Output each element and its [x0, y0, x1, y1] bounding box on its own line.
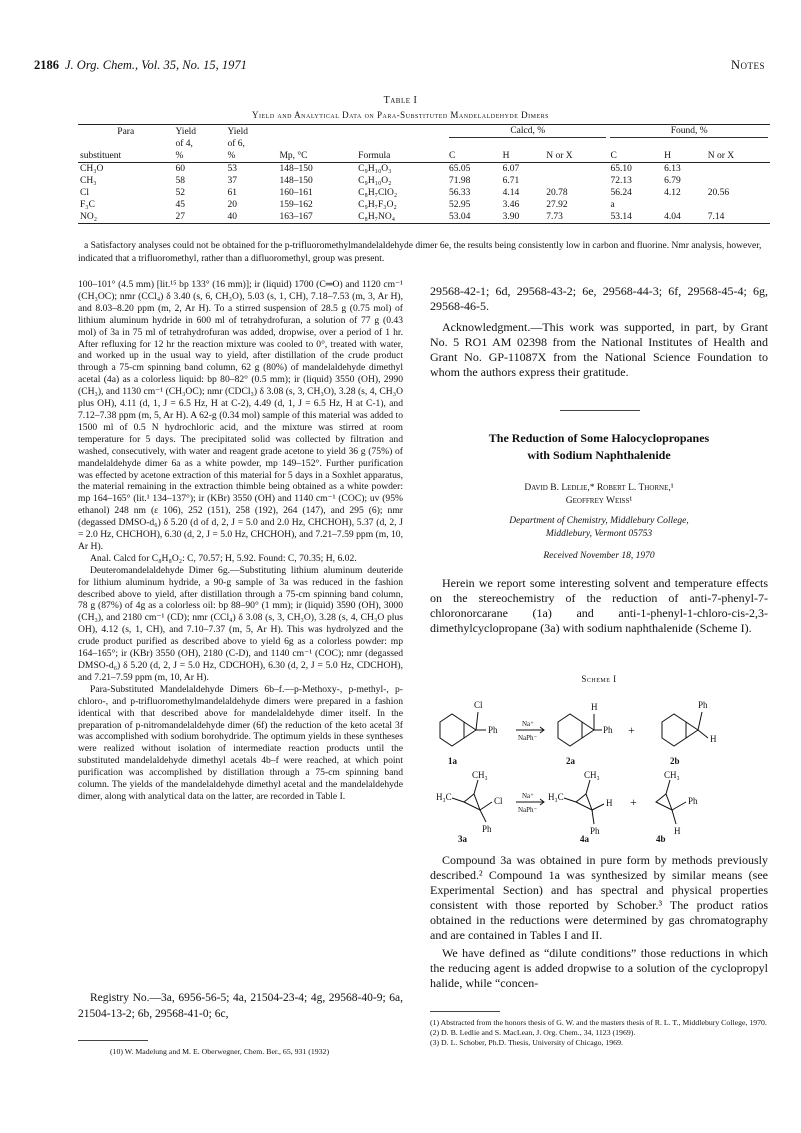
right-footnotes: [430, 1018, 768, 1048]
paragraph: Compound 3a was obtained in pure form by methods previously described.² Compound 1a was synthesized by similar means (see Experimental Section) and has spectral and physical properties consistent with those reported by Schober.³ The product ratios obtained in the reductions were determined by gas chromatography and are contained in Tables I and II.: [430, 853, 768, 942]
header-cell: C: [608, 150, 662, 163]
table-cell: 4.14: [502, 188, 520, 198]
table-cell: 3.46: [502, 200, 520, 210]
table-cell: 52: [175, 188, 185, 198]
header-cell: substituent: [78, 150, 173, 163]
header-cell: of 4,: [175, 139, 193, 149]
header-cell: Para: [78, 125, 173, 139]
paragraph: Anal. Calcd for C₈H₈O₂: C, 70.57; H, 5.92. Found: C, 70.35; H, 6.02.: [90, 552, 357, 564]
table-caption: Yield and Analytical Data on Para-Substituted Mandelaldehyde Dimers: [252, 110, 549, 120]
label-h3c: H₃C: [436, 792, 452, 802]
table-footnote: a Satisfactory analyses could not be obtained for the p-trifluoromethylmandelaldehyde dimer 6e, the results being consistently low in carbon and fluorine. Nmr analysis, however, indicated that a trifluoromethyl, rather than a difluoromethyl, group was present.: [78, 241, 762, 264]
table-cell: [544, 175, 608, 187]
left-column: [78, 279, 403, 803]
header-cell: of 6,: [227, 139, 245, 149]
scheme-title: Scheme I: [581, 674, 617, 684]
right-column: [430, 284, 768, 379]
author-line: David B. Ledlie,* Robert L. Thorne,¹: [524, 483, 674, 493]
table-cell: 27.92: [546, 200, 568, 210]
table-title: Table I: [383, 95, 418, 106]
label-ph: Ph: [590, 826, 600, 836]
compound-label: 3a: [458, 834, 467, 842]
table-cell: [662, 199, 706, 211]
header-cell: N or X: [544, 150, 608, 163]
plus-sign: +: [628, 723, 635, 737]
table-cell: NO₂: [78, 211, 173, 224]
table-cell: 4.12: [664, 188, 681, 198]
reaction-scheme: [430, 682, 768, 842]
table-cell: 6.79: [664, 176, 681, 186]
label-h: H: [591, 702, 598, 712]
table-cell: 37: [227, 176, 237, 186]
article-title: [430, 430, 768, 464]
label-ph: Ph: [482, 824, 492, 834]
header-cell: C: [447, 150, 501, 163]
table-cell: a: [610, 200, 615, 210]
table-cell: 4.04: [662, 211, 706, 224]
paragraph: 100–101° (4.5 mm) [lit.¹⁵ bp 133° (16 mm)]; ir (liquid) 1700 (C═O) and 1120 cm⁻¹ (CH₃OC); nmr (CCl₄) δ 3.40 (s, 6, CH₃O), 5.03 (s, 1, CH), 7.18–7.53 (m, 3, Ar H), and 8.03–8.20 ppm (m, 2, Ar H). To a stirred suspension of 28.5 g (0.75 mol) of lithium aluminum hydride in 600 ml of tetrahydrofuran, a solution of 77 g (0.43 mol) of 3a in 75 ml of tetrahydrofuran was added, dropwise, over a period of 1 hr. After refluxing for 12 hr the reaction mixture was cooled to 0°, treated with water, and worked up in the usual way to yield, after distillation of the crude product through a 75-cm spinning band column, 62 g (80%) of mandelaldehyde dimethyl acetal (4a) as a colorless liquid: bp 80–82° (0.5 mm); ir (liquid) 3550 (OH), 2990 (CH₃), and 1130 cm⁻¹ (CH₃OC); nmr (CDCl₃) δ 3.08 (s, 3, CH₃O), 3.28 (s, 4, CH₃O plus OH), 4.11 (d, 1, J = 6.5 Hz, H at C-2), 4.49 (d, 1, J = 6.5 Hz, H at C-1), and 7.12–7.38 ppm (m, 5, Ar H). A 62-g (0.34 mol) sample of this material was added to 1500 ml of 0.5 N hydrochloric acid, and the mixture was stirred at room temperature for 5 days. The precipitated solid was collected by filtration and washed, consecutively, with water and reagent grade acetone to yield 36 g (75%) of mandelaldehyde dimer 6a as a white powder, mp 149–152°. Further purification was effected by acetone extraction of this material for 5 days in a Soxhlet apparatus, the material remaining in the extraction thimble being obtained as a white powder: mp 164–165° (lit.¹ 134–137°); ir (KBr) 3550 (OH) and 1140 cm⁻¹ (COC); uv (95% ethanol) 248 nm (ε 106), 252 (151), 258 (192), 264 (147), and 295 (6); nmr (degassed DMSO-d₆) δ 5.20 (d of d, 2, J = 5.0 and 2.0 Hz, CHCHOH), 5.37 (d, 2, J = 2.0 Hz, CHCHOH), 6.30 (d, 2, J = 5.0 Hz, CHCHOH), and 7.21–7.59 ppm (m, 10, Ar H).: [78, 279, 403, 552]
label-ph: Ph: [688, 796, 698, 806]
ring-4a: [576, 794, 592, 810]
header-left: [34, 58, 247, 73]
table-cell: 27: [173, 211, 225, 224]
compound-label: 4b: [656, 834, 666, 842]
article-title-line: with Sodium Naphthalenide: [527, 448, 671, 462]
author-line: Geoffrey Weiss¹: [565, 496, 633, 506]
table-row: [78, 175, 770, 187]
running-header: [34, 58, 765, 78]
acknowledgment: Acknowledgment.—This work was supported, in part, by Grant No. 5 RO1 AM 02398 from the National Institutes of Health and Grant No. GP-11087X from the National Science Foundation to whom the authors express their gratitude.: [430, 319, 768, 379]
reagent-top: Na⁺: [522, 792, 534, 800]
table-cell: 52.95: [449, 200, 471, 210]
label-ph: Ph: [698, 700, 708, 710]
table-cell: 53.04: [447, 211, 501, 224]
affiliation-line: Middlebury, Vermont 05753: [545, 529, 653, 539]
table-cell: C₉H₁₀O₃: [358, 164, 392, 174]
plus-sign: +: [630, 795, 637, 809]
intro-block: [430, 576, 768, 636]
table-cell: CH₃O: [80, 164, 104, 174]
page-number: 2186: [34, 58, 59, 72]
label-cl: Cl: [474, 700, 483, 710]
table-cell: 6.71: [502, 176, 520, 186]
table-cell: 6.13: [664, 164, 681, 174]
compound-label: 2a: [566, 756, 575, 766]
header-cell: Yield: [225, 125, 277, 139]
table-cell: 6.07: [502, 164, 520, 174]
footnote-rule: [78, 1040, 148, 1041]
table-cell: 20: [227, 200, 237, 210]
table-cell: 148–150: [279, 164, 313, 174]
table-cell: 53.14: [608, 211, 662, 224]
table-row: [78, 199, 770, 211]
table-cell: [706, 175, 770, 187]
table-cell: 72.13: [610, 176, 632, 186]
table-cell: 3.90: [501, 211, 545, 224]
ring-4b: [656, 794, 672, 810]
label-cl: Cl: [494, 796, 503, 806]
table-cell: 40: [225, 211, 277, 224]
paragraph: Deuteromandelaldehyde Dimer 6g.—Substituting lithium aluminum deuteride for lithium aluminum hydride, a 90-g sample of 3a was reduced in the fashion described above to yield, after distillation through a 75-cm spinning band column, 78 g (87%) of 4g as a colorless oil: bp 88–90° (1 mm); ir (liquid) 3590 (OH), 3000 (CH₃), and 2180 cm⁻¹ (CD); nmr (CCl₄) δ 3.08 (s, 3, CH₃O), 3.28 (s, 4, CH₃O plus OH), 4.12 (s, 1, CH), and 7.10–7.37 (m, 5, Ar H). This was hydrolyzed and the crude product purified as described above to yield 6g as a colorless powder: mp 164–165°; ir (KBr) 3550 (OH), 2180 (C-D), and 1140 cm⁻¹ (COC); nmr (degassed DMSO-d₆) δ 5.20 (d, 2, J = 5.0 Hz, CDCHOH), 6.30 (d, 2, J = 5.0 Hz, CDCHOH), and 7.21–7.59 ppm (m, 10, Ar H).: [78, 564, 403, 683]
footnote: (2) D. B. Ledlie and S. MacLean, J. Org. Chem., 34, 1123 (1969).: [430, 1028, 636, 1037]
registry-continued: 29568-42-1; 6d, 29568-43-2; 6e, 29568-44-3; 6f, 29568-45-4; 6g, 29568-46-5.: [430, 284, 768, 313]
article-title-line: The Reduction of Some Halocyclopropanes: [488, 431, 710, 445]
section-name: Notes: [730, 58, 765, 72]
affiliation-line: Department of Chemistry, Middlebury College,: [509, 516, 689, 526]
paragraph: Para-Substituted Mandelaldehyde Dimers 6b–f.—p-Methoxy-, p-methyl-, p-chloro-, and p-trifluoromethylmandelaldehyde dimers were prepared in a fashion identical with that described above for mandelaldehyde dimer itself. In the preparation of p-nitromandelaldehyde dimer (6f) the reduction of the keto acetal 3f was accomplished with sodium borohydride. The optimum yields in these syntheses were realized without isolation of intermediate reaction products until the substituted mandelaldehyde dimethyl acetals 4b–f were reached, at which point purification was accomplished by distillation through a 75-cm spinning band column. The yields of the mandelaldehyde dimethyl acetal and the mandelaldehyde dimer, along with analytical data on the latter, are recorded in Table I.: [78, 683, 403, 802]
compound-label: 2b: [670, 756, 680, 766]
ring-2a: [558, 714, 582, 746]
table-cell: C₈H₇ClO₂: [358, 188, 398, 198]
table-cell: 56.33: [449, 188, 471, 198]
table-row: [78, 187, 770, 199]
label-ch3: CH₃: [664, 770, 680, 780]
affiliation: [430, 515, 768, 541]
left-footnote: (10) W. Madelung and M. E. Oberwegner, Chem. Ber., 65, 931 (1932): [110, 1047, 330, 1056]
table-cell: [544, 163, 608, 176]
table-cell: 148–150: [279, 176, 313, 186]
table-cell: 7.73: [544, 211, 608, 224]
section-divider: [560, 410, 640, 411]
ring-2b: [662, 714, 686, 746]
table-cell: F₃C: [80, 200, 95, 210]
paragraph: We have defined as “dilute conditions” those reductions in which the reducing agent is added dropwise to a solution of the cyclopropyl halide, while “concen-: [430, 946, 768, 991]
footnote: (1) Abstracted from the honors thesis of G. W. and the masters thesis of R. L. T., Middlebury College, 1970.: [430, 1018, 767, 1027]
journal-citation: J. Org. Chem., Vol. 35, No. 15, 1971: [65, 58, 247, 72]
table-cell: C₉H₇F₃O₂: [358, 200, 397, 210]
table-cell: 71.98: [449, 176, 471, 186]
table-cell: 45: [175, 200, 185, 210]
compound-label: 1a: [448, 756, 457, 766]
label-h: H: [606, 798, 613, 808]
table-cell: 56.24: [610, 188, 632, 198]
label-h: H: [710, 734, 717, 744]
table-cell: 163–167: [277, 211, 356, 224]
table-cell: 61: [227, 188, 237, 198]
label-ch3: CH₃: [472, 770, 488, 780]
table-row: [78, 163, 770, 176]
body-after-scheme: [430, 853, 768, 991]
table-cell: 65.10: [610, 164, 632, 174]
yield-table: [78, 124, 770, 224]
table-cell: 159–162: [279, 200, 313, 210]
table-cell: 7.14: [706, 211, 770, 224]
table-cell: 65.05: [449, 164, 471, 174]
table-cell: 20.56: [707, 188, 730, 198]
label-ph: Ph: [603, 725, 613, 735]
label-h3c: H₃C: [548, 792, 564, 802]
header-cell: Mp, °C: [277, 150, 356, 163]
table-cell: 160–161: [279, 188, 313, 198]
table-cell: [706, 163, 770, 176]
table-cell: 20.78: [546, 188, 568, 198]
table-row: [78, 211, 770, 224]
table-cell: C₉H₁₀O₂: [358, 176, 392, 186]
compound-label: 4a: [580, 834, 589, 842]
header-cell: N or X: [706, 150, 770, 163]
table-cell: C₈H₇NO₄: [356, 211, 447, 224]
ring-3a: [464, 794, 480, 810]
reagent-bottom: NaPh⁻: [518, 734, 538, 742]
author-list: [430, 482, 768, 508]
table-cell: CH₃: [80, 176, 97, 186]
table-cell: [706, 199, 770, 211]
footnote: (3) D. L. Schober, Ph.D. Thesis, University of Chicago, 1969.: [430, 1038, 623, 1047]
header-cell: Formula: [356, 150, 447, 163]
label-ch3: CH₃: [584, 770, 600, 780]
footnote-rule: [430, 1011, 500, 1012]
table-cell: 53: [227, 164, 237, 174]
table-cell: 60: [175, 164, 185, 174]
found-group-header: Found, %: [610, 125, 768, 138]
registry-numbers: Registry No.—3a, 6956-56-5; 4a, 21504-23-4; 4g, 29568-40-9; 6a, 21504-13-2; 6b, 29568-41-0; 6c,: [78, 992, 403, 1020]
table-cell: Cl: [80, 188, 89, 198]
label-h: H: [674, 826, 681, 836]
ring-1a: [440, 714, 464, 746]
header-cell: H: [662, 150, 706, 163]
intro-paragraph: Herein we report some interesting solvent and temperature effects on the stereochemistry of the reduction of anti-7-phenyl-7-chloronorcarane (1a) and anti-1-phenyl-1-chloro-cis-2,3-dimethylcyclopropane (3a) with sodium naphthalenide (Scheme I).: [430, 576, 768, 635]
calcd-group-header: Calcd, %: [449, 125, 606, 138]
label-ph: Ph: [488, 725, 498, 735]
header-cell: %: [225, 150, 277, 163]
table-cell: 58: [175, 176, 185, 186]
header-cell: %: [173, 150, 225, 163]
received-date: Received November 18, 1970: [543, 551, 655, 561]
header-cell: H: [501, 150, 545, 163]
header-cell: Yield: [173, 125, 225, 139]
reagent-top: Na⁺: [522, 720, 534, 728]
reagent-bottom: NaPh⁻: [518, 806, 538, 814]
